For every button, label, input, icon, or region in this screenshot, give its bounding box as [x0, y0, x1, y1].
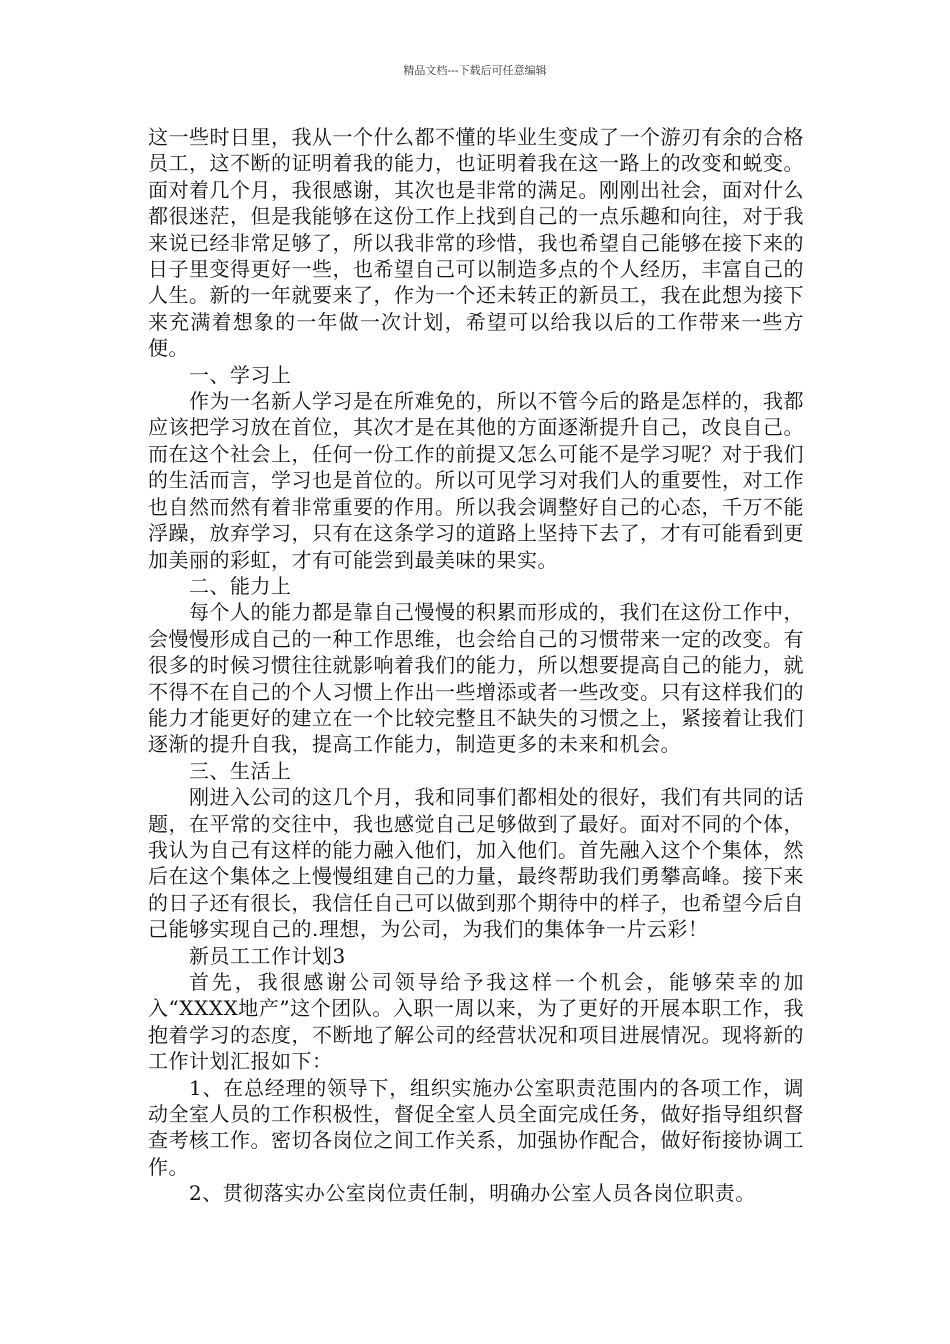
paragraph-plan-item-1: 1、在总经理的领导下，组织实施办公室职责范围内的各项工作，调动全室人员的工作积极性，督促全室人员全面完成任务，做好指导组织督查考核工作。密切各岗位之间工作关系，加强协作配合，做好衔接协调工作。	[148, 1075, 804, 1179]
section-heading-ability: 二、能力上	[189, 573, 292, 598]
document-body	[148, 124, 804, 1207]
section-title-plan-3: 新员工工作计划3	[189, 943, 346, 968]
paragraph-ability: 每个人的能力都是靠自己慢慢的积累而形成的，我们在这份工作中，会慢慢形成自己的一种工作思维，也会给自己的习惯带来一定的改变。有很多的时候习惯往往就影响着我们的能力，所以想要提高自己的能力，就不得不在自己的个人习惯上作出一些增添或者一些改变。只有这样我们的能力才能更好的建立在一个比较完整且不缺失的习惯之上，紧接着让我们逐渐的提升自我，提高工作能力，制造更多的未来和机会。	[148, 600, 804, 757]
section-heading-life: 三、生活上	[189, 758, 292, 783]
paragraph-intro: 这一些时日里，我从一个什么都不懂的毕业生变成了一个游刃有余的合格员工，这不断的证明着我的能力，也证明着我在这一路上的改变和蜕变。面对着几个月，我很感谢，其次也是非常的满足。刚刚出社会，面对什么都很迷茫，但是我能够在这份工作上找到自己的一点乐趣和向往，对于我来说已经非常足够了，所以我非常的珍惜，我也希望自己能够在接下来的日子里变得更好一些，也希望自己可以制造多点的个人经历，丰富自己的人生。新的一年就要来了，作为一个还未转正的新员工，我在此想为接下来充满着想象的一年做一次计划，希望可以给我以后的工作带来一些方便。	[148, 125, 804, 361]
paragraph-plan-intro: 首先，我很感谢公司领导给予我这样一个机会，能够荣幸的加入“XXXX地产”这个团队。入职一周以来，为了更好的开展本职工作，我抱着学习的态度，不断地了解公司的经营状况和项目进展情况。现将新的工作计划汇报如下：	[148, 970, 804, 1074]
section-heading-study: 一、学习上	[189, 362, 292, 387]
page-header: 精品文档---下载后可任意编辑	[403, 64, 547, 77]
paragraph-study: 作为一名新人学习是在所难免的，所以不管今后的路是怎样的，我都应该把学习放在首位，其次才是在其他的方面逐渐提升自己，改良自己。而在这个社会上，任何一份工作的前提又怎么可能不是学习呢？对于我们的生活而言，学习也是首位的。所以可见学习对我们人的重要性，对工作也自然而然有着非常重要的作用。所以我会调整好自己的心态，千万不能浮躁，放弃学习，只有在这条学习的道路上坚持下去了，才有可能看到更加美丽的彩虹，才有可能尝到最美味的果实。	[148, 389, 804, 572]
paragraph-life: 刚进入公司的这几个月，我和同事们都相处的很好，我们有共同的话题，在平常的交往中，我也感觉自己足够做到了最好。面对不同的个体，我认为自己有这样的能力融入他们，加入他们。首先融入这个个集体，然后在这个集体之上慢慢组建自己的力量，最终帮助我们勇攀高峰。接下来的日子还有很长，我信任自己可以做到那个期待中的样子，也希望今后自己能够实现自己的.理想，为公司，为我们的集体争一片云彩！	[148, 785, 804, 942]
paragraph-plan-item-2: 2、贯彻落实办公室岗位责任制，明确办公室人员各岗位职责。	[189, 1181, 756, 1206]
